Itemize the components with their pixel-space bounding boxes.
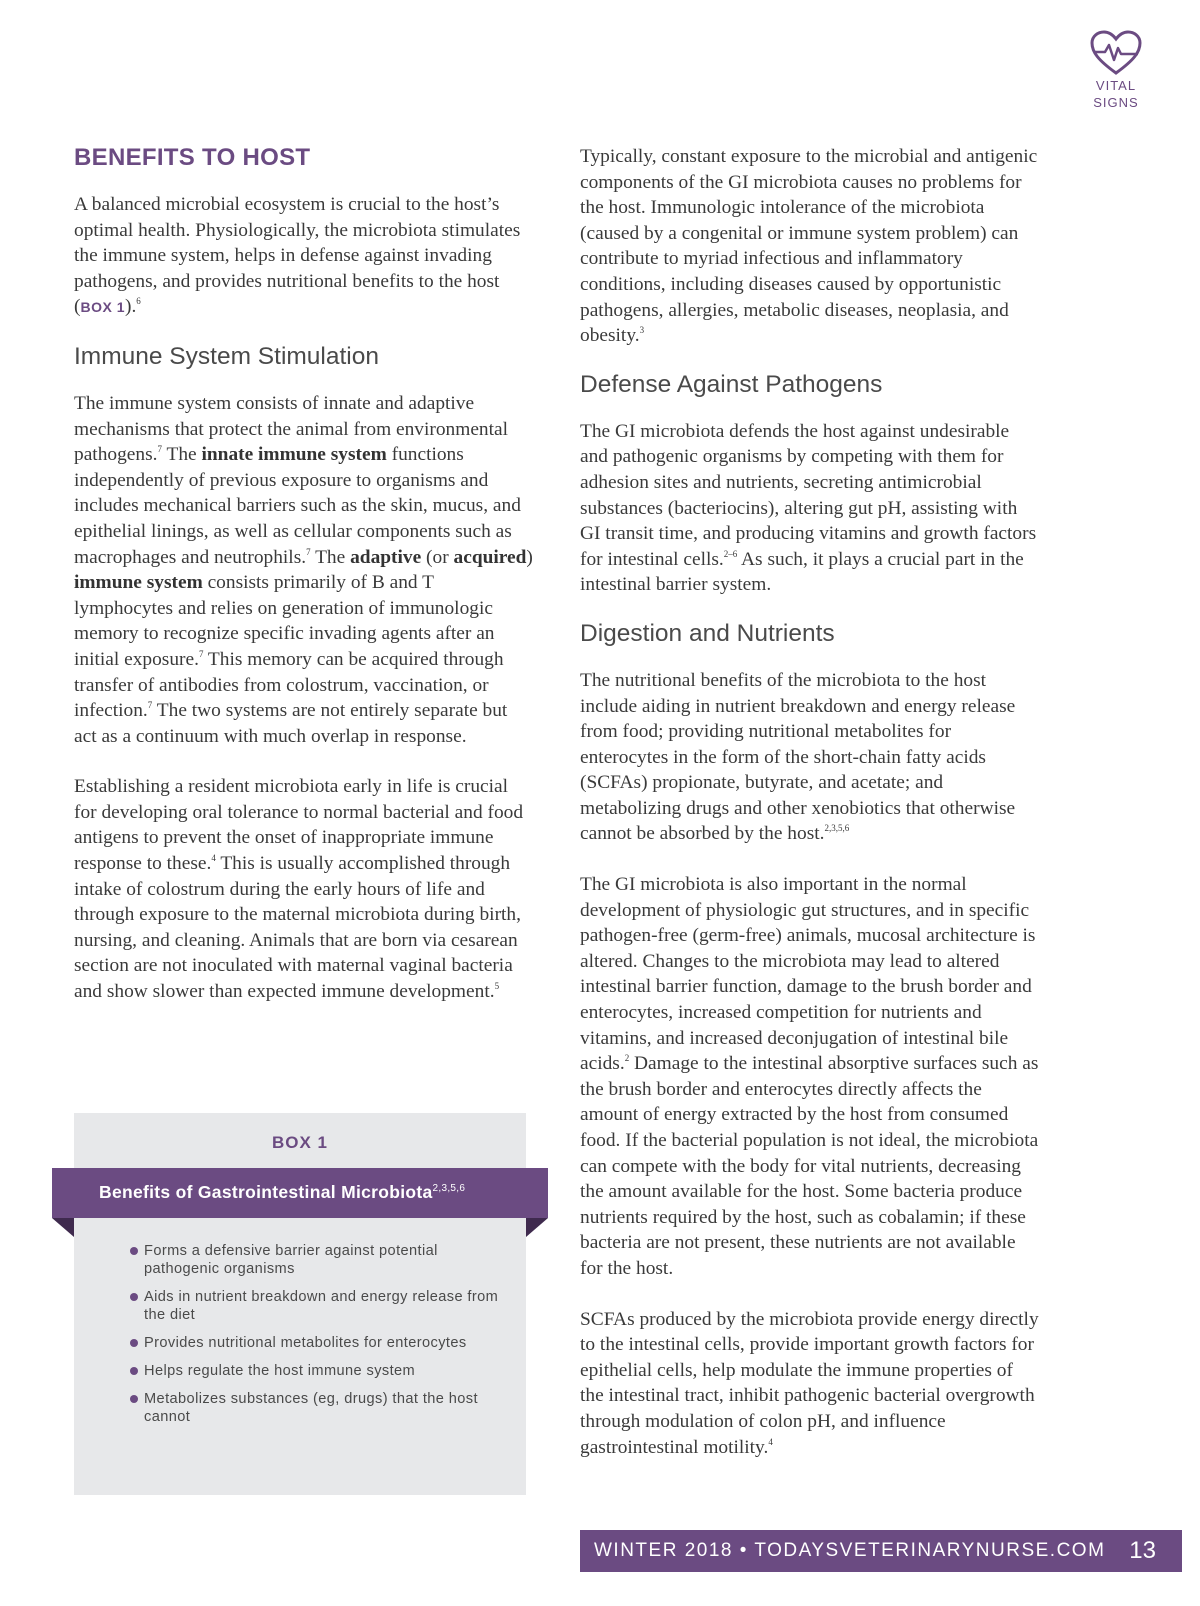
immune-paragraph-1: The immune system consists of innate and adaptive mechanisms that protect the animal from environmental pathogens.$^7$ The innate immune system functions independently of previous exposure to organisms and includes mechanical barriers such as the skin, mucus, and epithelial linings, as well as cellular components such as macrophages and neutrophils.$^7$ The adaptive (or acquired) immune system consists primarily of B and T lymphocytes and relies on generation of immunologic memory to recognize specific invading agents after an initial exposure.$^7$ This memory can be acquired through transfer of antibodies from colostrum, vaccination, or infection.$^7$ The two systems are not entirely separate but act as a continuum with much overlap in response. xyxy=(74,392,533,747)
box-1-list xyxy=(126,1242,506,1436)
benefits-heading: BENEFITS TO HOST xyxy=(74,144,311,171)
page-number: 13 xyxy=(1129,1537,1156,1564)
bullet-icon xyxy=(130,1367,138,1375)
intro-paragraph: A balanced microbial ecosystem is crucial to the host’s optimal health. Physiologically, the microbiota stimulates the immune system, helps in defense against invading pathogens, and provides nutritional benefits to the host (BOX 1).$^6$ xyxy=(74,194,521,318)
defense-heading: Defense Against Pathogens xyxy=(580,370,883,398)
digestion-heading: Digestion and Nutrients xyxy=(580,619,835,647)
digestion-paragraph-2: The GI microbiota is also important in the normal development of physiologic gut structures, and in specific pathogen-free (germ-free) animals, mucosal architecture is altered. Changes to the microbiota may lead to altered intestinal barrier function, damage to the brush border and enterocytes, increased competition for nutrients and vitamins, and increased deconjugation of intestinal bile acids.$^2$ Damage to the intestinal absorptive surfaces such as the brush border and enterocytes directly affects the amount of energy extracted by the host from consumed food. If the bacterial population is not ideal, the microbiota can compete with the body for vital nutrients, decreasing the amount available for the host. Some bacteria produce nutrients required by the host, such as cobalamin; if these bacteria are not present, these nutrients are not available for the host. xyxy=(580,874,1039,1279)
ribbon-fold-left xyxy=(52,1218,74,1237)
list-item: Provides nutritional metabolites for enterocytes xyxy=(126,1334,506,1352)
vital-signs-logo xyxy=(1084,30,1148,110)
digestion-paragraph-3: SCFAs produced by the microbiota provide energy directly to the intestinal cells, provide important growth factors for epithelial cells, help modulate the immune properties of the intestinal tract, inhibit pathogenic bacterial overgrowth through modulation of colon pH, and influence gastrointestinal motility.$^4$ xyxy=(580,1308,1039,1458)
term-innate-immune-system: innate immune system xyxy=(201,444,387,466)
bullet-icon xyxy=(130,1247,138,1255)
ribbon-fold-right xyxy=(526,1218,548,1237)
list-item: Aids in nutrient breakdown and energy release from the diet xyxy=(126,1288,506,1324)
immune-heading: Immune System Stimulation xyxy=(74,342,379,370)
right-column xyxy=(580,140,1040,1460)
left-column xyxy=(74,140,534,1005)
box-1-title: Benefits of Gastrointestinal Microbiota$^{2,3,5,6}$ xyxy=(99,1182,466,1202)
bullet-icon xyxy=(130,1395,138,1403)
logo-line-2: SIGNS xyxy=(1093,95,1139,110)
logo-line-1: VITAL xyxy=(1095,78,1137,93)
box-label: BOX 1 xyxy=(271,1133,329,1152)
page-footer xyxy=(580,1530,1182,1572)
tolerance-paragraph: Typically, constant exposure to the microbial and antigenic components of the GI microbiota causes no problems for the host. Immunologic intolerance of the microbiota (caused by a congenital or immune system problem) can contribute to myriad infectious and inflammatory conditions, including diseases caused by opportunistic pathogens, allergies, metabolic diseases, neoplasia, and obesity.$^3$ xyxy=(580,146,1038,347)
list-item: Forms a defensive barrier against potential pathogenic organisms xyxy=(126,1242,506,1278)
bullet-icon xyxy=(130,1339,138,1347)
immune-paragraph-2: Establishing a resident microbiota early in life is crucial for developing oral tolerance to normal bacterial and food antigens to prevent the onset of inappropriate immune response to these.$^4$ This is usually accomplished through intake of colostrum during the early hours of life and through exposure to the maternal microbiota during birth, nursing, and cleaning. Animals that are born via cesarean section are not inoculated with maternal vaginal bacteria and show slower than expected immune development.$^5$ xyxy=(74,776,524,1003)
bullet-icon xyxy=(130,1293,138,1301)
digestion-paragraph-1: The nutritional benefits of the microbiota to the host include aiding in nutrient breakdown and energy release from food; providing nutritional metabolites for enterocytes in the form of the short-chain fatty acids (SCFAs) propionate, butyrate, and acetate; and metabolizing drugs and other xenobiotics that otherwise cannot be absorbed by the host.$^{2,3,5,6}$ xyxy=(580,669,1016,845)
footer-issue-website: WINTER 2018 • TODAYSVETERINARYNURSE.COM xyxy=(594,1540,1106,1561)
box-1-reference[interactable]: BOX 1 xyxy=(80,299,125,316)
citation: 6 xyxy=(136,296,141,307)
box-1-title-ribbon xyxy=(52,1168,548,1218)
list-item: Helps regulate the host immune system xyxy=(126,1362,506,1380)
heart-pulse-icon xyxy=(1084,30,1148,76)
defense-paragraph: The GI microbiota defends the host against undesirable and pathogenic organisms by competing with them for adhesion sites and nutrients, secreting antimicrobial substances (bacteriocins), altering gut pH, assisting with GI transit time, and producing vitamins and growth factors for intestinal cells.$^{2-6}$ As such, it plays a crucial part in the intestinal barrier system. xyxy=(580,420,1037,596)
list-item: Metabolizes substances (eg, drugs) that the host cannot xyxy=(126,1390,506,1426)
